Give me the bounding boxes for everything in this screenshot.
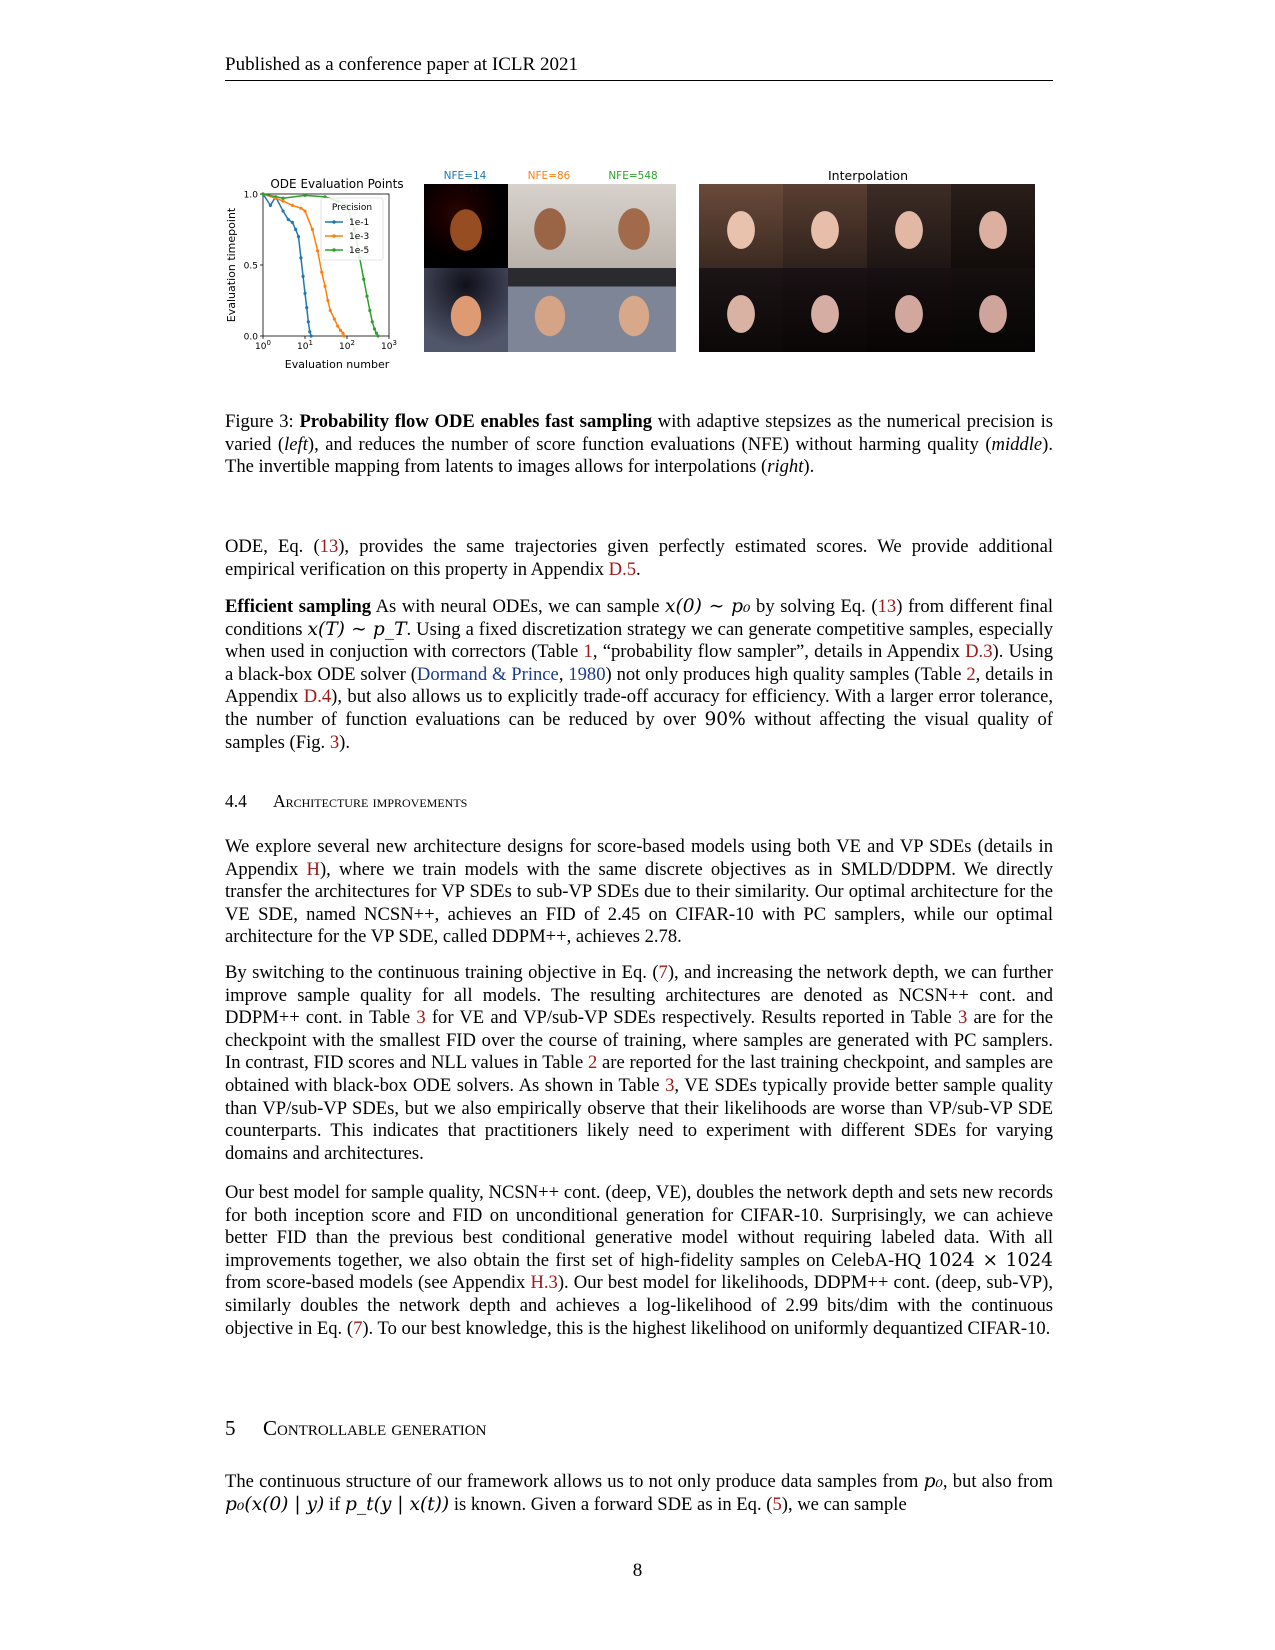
eq-ref-link[interactable]: 13 [877, 596, 897, 617]
caption-left: left [284, 433, 308, 455]
paragraph-ode-trajectories [225, 536, 1053, 581]
caption-middle: middle [991, 433, 1043, 455]
nfe-label-548: NFE=548 [608, 170, 658, 182]
x-tick-label: $10^2$ [339, 339, 355, 352]
series-point-1e-5 [303, 194, 306, 197]
math-inline: 1024 × 1024 [927, 1249, 1054, 1271]
series-point-1e-5 [365, 295, 368, 298]
series-point-1e-3 [316, 249, 319, 252]
caption-text-1: with adaptive stepsizes as the numerical precision is varied ( [225, 411, 1053, 455]
sample-image-woman-nfe548 [592, 184, 676, 268]
series-line-1e-1 [263, 194, 311, 336]
section-title: Controllable generation [263, 1416, 487, 1440]
text: if [324, 1493, 345, 1515]
series-point-1e-1 [281, 209, 284, 212]
text: . [636, 558, 641, 580]
series-point-1e-3 [333, 317, 336, 320]
text: ). Using a black-box ODE solver ( [225, 641, 1053, 685]
section-number: 5 [225, 1416, 236, 1440]
text: from score-based models (see Appendix [225, 1272, 531, 1294]
running-header: Published as a conference paper at ICLR 2021 [225, 54, 1053, 81]
text: ), and increasing the network depth, we can further improve sample quality for all models. The resulting architectures are denoted as NCSN++ cont. and DDPM++ cont. in Table [225, 962, 1053, 1029]
series-point-1e-1 [297, 235, 300, 238]
series-point-1e-1 [299, 256, 302, 259]
paragraph-heading: Efficient sampling [225, 596, 372, 617]
series-point-1e-3 [291, 204, 294, 207]
series-point-1e-5 [261, 192, 264, 195]
legend-label: 1e-5 [349, 246, 370, 256]
series-point-1e-3 [343, 334, 346, 337]
legend-title: Precision [331, 203, 373, 213]
text: ), we can sample [781, 1493, 907, 1515]
series-point-1e-3 [339, 329, 342, 332]
nfe-label-86: NFE=86 [527, 170, 571, 182]
series-point-1e-1 [301, 275, 304, 278]
table-ref-link[interactable]: 1 [583, 641, 593, 663]
text: for VE and VP/sub-VP SDEs respectively. Results reported in Table [425, 1007, 958, 1029]
math-inline: p₀ [923, 1471, 943, 1492]
text: , but also from [942, 1471, 1054, 1492]
series-point-1e-1 [310, 334, 313, 337]
text: is known. Given a forward SDE as in Eq. ( [449, 1493, 773, 1515]
text: ), where we train models with the same discrete objectives as in SMLD/DDPM. We directly transfer the architectures for VP SDEs to sub-VP SDEs due to their similarity. Our optimal architecture for the VE SDE, named NCSN++, achieves an FID of 2.45 on CIFAR-10 with PC samplers, while our optimal architecture for the VP SDE, called DDPM++, achieves 2.78. [225, 858, 1053, 948]
citation-year-link[interactable]: 1980 [568, 663, 606, 685]
text: By switching to the continuous training objective in Eq. ( [225, 962, 659, 983]
series-point-1e-1 [294, 228, 297, 231]
series-point-1e-3 [311, 228, 314, 231]
interp-image-2-4 [951, 268, 1035, 352]
chart-y-axis-label: Evaluation timepoint [225, 207, 238, 323]
table-ref-link[interactable]: 3 [665, 1074, 675, 1096]
table-ref-link[interactable]: 2 [587, 1052, 598, 1074]
series-point-1e-3 [326, 299, 329, 302]
series-point-1e-5 [376, 334, 379, 337]
appendix-ref-link[interactable]: D.3 [965, 641, 993, 663]
interp-image-2-1 [699, 268, 783, 352]
paragraph-continuous-objective [225, 962, 1053, 1165]
text: ODE, Eq. ( [225, 536, 320, 557]
text: ), but also allows us to explicitly trade-off accuracy for efficiency. With a larger error tolerance, the number of function evaluations can be reduced by over [225, 686, 1053, 730]
paragraph-efficient-sampling [225, 596, 1053, 754]
sample-image-woman-nfe86 [508, 184, 592, 268]
caption-text-3: ). The invertible mapping from latents to images allows for interpolations ( [225, 433, 1053, 478]
chart-title: ODE Evaluation Points [270, 177, 404, 191]
y-tick-label: 0.0 [243, 332, 258, 343]
figure-3 [225, 170, 1053, 402]
eq-ref-link[interactable]: 5 [772, 1493, 782, 1515]
text: ). [339, 731, 350, 753]
legend-label: 1e-1 [349, 218, 370, 228]
series-point-1e-1 [287, 218, 290, 221]
interp-image-1-3 [867, 184, 951, 268]
y-tick-label: 1.0 [243, 190, 258, 201]
text: are for the checkpoint with the smallest FID over the course of training, where samples are generated with PC samplers. In contrast, FID scores and NLL values in Table [225, 1007, 1053, 1074]
chart-x-axis-label: Evaluation number [284, 358, 390, 371]
interp-image-1-2 [783, 184, 867, 268]
text: , [558, 663, 569, 685]
series-point-1e-1 [303, 292, 306, 295]
text: Our best model for sample quality, NCSN++ cont. (deep, VE), doubles the network depth and sets new records for both inception score and FID on unconditional generation for CIFAR-10. Surprisingly, we can achieve better FID than the previous best conditional generative model without requiring labeled data. With all improvements together, we also obtain the first set of high-fidelity samples on CelebA-HQ [225, 1182, 1053, 1271]
citation-link[interactable]: Dormand & Prince [416, 663, 559, 685]
math-inline: 90% [704, 708, 746, 730]
series-point-1e-3 [303, 209, 306, 212]
section-heading-5 [225, 1416, 1053, 1441]
sample-image-woman-nfe14 [424, 184, 508, 268]
series-point-1e-3 [299, 207, 302, 210]
series-point-1e-3 [281, 200, 284, 203]
series-point-1e-3 [323, 285, 326, 288]
text: , VE SDEs typically provide better sample quality than VP/sub-VP SDEs, but we also empirically observe that their likelihoods are worse than VP/sub-VP SDE counterparts. This indicates that practitioners likely need to experiment with different SDEs for varying domains and architectures. [225, 1074, 1053, 1164]
series-point-1e-3 [341, 332, 344, 335]
interp-image-1-4 [951, 184, 1035, 268]
caption-right: right [767, 456, 804, 478]
series-point-1e-1 [307, 320, 310, 323]
legend-marker [332, 234, 336, 238]
series-point-1e-5 [368, 309, 371, 312]
nfe-label-14: NFE=14 [443, 170, 487, 182]
series-point-1e-5 [362, 278, 365, 281]
text: , “probability flow sampler”, details in Appendix [592, 641, 966, 663]
text: ). To our best knowledge, this is the highest likelihood on uniformly dequantized CIFAR-10. [362, 1317, 1051, 1339]
nfe-sample-grid [424, 184, 676, 352]
series-point-1e-1 [308, 330, 311, 333]
caption-text-2: ), and reduces the number of score function evaluations (NFE) without harming quality ( [307, 433, 992, 455]
section-title: Architecture improvements [273, 791, 468, 811]
appendix-ref-link[interactable]: D.5 [608, 558, 637, 580]
caption-text-4: ). [803, 456, 815, 478]
math-inline: p_t(y | x(t)) [344, 1493, 450, 1515]
x-tick-label: $10^0$ [255, 339, 271, 352]
x-tick-label: $10^3$ [381, 339, 397, 352]
sample-image-man-nfe548 [592, 268, 676, 352]
text: The continuous structure of our framework allows us to not only produce data samples from [225, 1471, 924, 1492]
text: ) from different final conditions [225, 596, 1053, 640]
text: . Using a fixed discretization strategy we can generate competitive samples, especially when used in conjuction with correctors (Table [225, 618, 1053, 663]
appendix-ref-link[interactable]: H.3 [530, 1272, 558, 1294]
section-number: 4.4 [225, 791, 247, 811]
text: ), provides the same trajectories given perfectly estimated scores. We provide additional empirical verification on this property in Appendix [225, 536, 1053, 580]
series-point-1e-3 [329, 309, 332, 312]
eq-ref-link[interactable]: 7 [353, 1317, 363, 1339]
interp-image-2-3 [867, 268, 951, 352]
appendix-ref-link[interactable]: H [306, 858, 320, 880]
sample-image-man-nfe14 [424, 268, 508, 352]
math-inline: p₀(x(0) | y) [225, 1493, 325, 1515]
paragraph-architecture-designs [225, 836, 1053, 949]
text: are reported for the last training checkpoint, and samples are obtained with black-box ODE solvers. As shown in Table [225, 1052, 1053, 1096]
eq-ref-link[interactable]: 13 [319, 536, 339, 557]
table-ref-link[interactable]: 3 [416, 1007, 426, 1029]
table-ref-link[interactable]: 2 [966, 663, 976, 685]
legend-label: 1e-3 [349, 232, 370, 242]
legend-marker [332, 248, 336, 252]
math-inline: x(0) ∼ p₀ [665, 596, 751, 617]
page-number: 8 [632, 1560, 643, 1581]
text: We explore several new architecture designs for score-based models using both VE and VP SDEs (details in Appendix [225, 836, 1053, 880]
series-point-1e-1 [269, 204, 272, 207]
interpolation-grid [699, 184, 1037, 352]
series-point-1e-5 [371, 320, 374, 323]
series-point-1e-1 [291, 221, 294, 224]
x-tick-label: $10^1$ [297, 339, 313, 352]
series-point-1e-5 [281, 197, 284, 200]
text: , details in Appendix [225, 663, 1054, 708]
text: As with neural ODEs, we can sample [371, 596, 666, 617]
caption-bold: Probability flow ODE enables fast sampling [299, 411, 653, 432]
series-point-1e-3 [336, 324, 339, 327]
sample-image-man-nfe86 [508, 268, 592, 352]
paragraph-controllable-generation [225, 1471, 1053, 1516]
interp-image-1-1 [699, 184, 783, 268]
text: ) not only produces high quality samples (Table [605, 663, 967, 685]
series-point-1e-1 [305, 306, 308, 309]
eq-ref-link[interactable]: 7 [658, 962, 668, 983]
math-inline: x(T) ∼ p_T [307, 618, 407, 640]
chart-plot-area [244, 191, 397, 353]
text: by solving Eq. ( [750, 596, 878, 617]
ode-evaluation-chart [225, 170, 405, 400]
series-point-1e-5 [375, 332, 378, 335]
series-point-1e-5 [373, 327, 376, 330]
text: ). Our best model for likelihoods, DDPM++ cont. (deep, sub-VP), similarly doubles the network depth and achieves a log-likelihood of 2.99 bits/dim with the continuous objective in Eq. ( [225, 1272, 1053, 1339]
series-point-1e-3 [320, 271, 323, 274]
figure-caption [225, 411, 1053, 479]
legend-marker [332, 220, 336, 224]
caption-label: Figure 3: [225, 411, 294, 432]
text: without affecting the visual quality of samples (Fig. [225, 708, 1053, 753]
section-heading-4-4 [225, 791, 1053, 812]
y-tick-label: 0.5 [243, 261, 258, 272]
interp-image-2-2 [783, 268, 867, 352]
table-ref-link[interactable]: 3 [958, 1007, 968, 1029]
paragraph-best-model [225, 1182, 1053, 1340]
appendix-ref-link[interactable]: D.4 [303, 686, 332, 708]
interpolation-title: Interpolation [828, 168, 908, 183]
figure-ref-link[interactable]: 3 [329, 731, 340, 753]
